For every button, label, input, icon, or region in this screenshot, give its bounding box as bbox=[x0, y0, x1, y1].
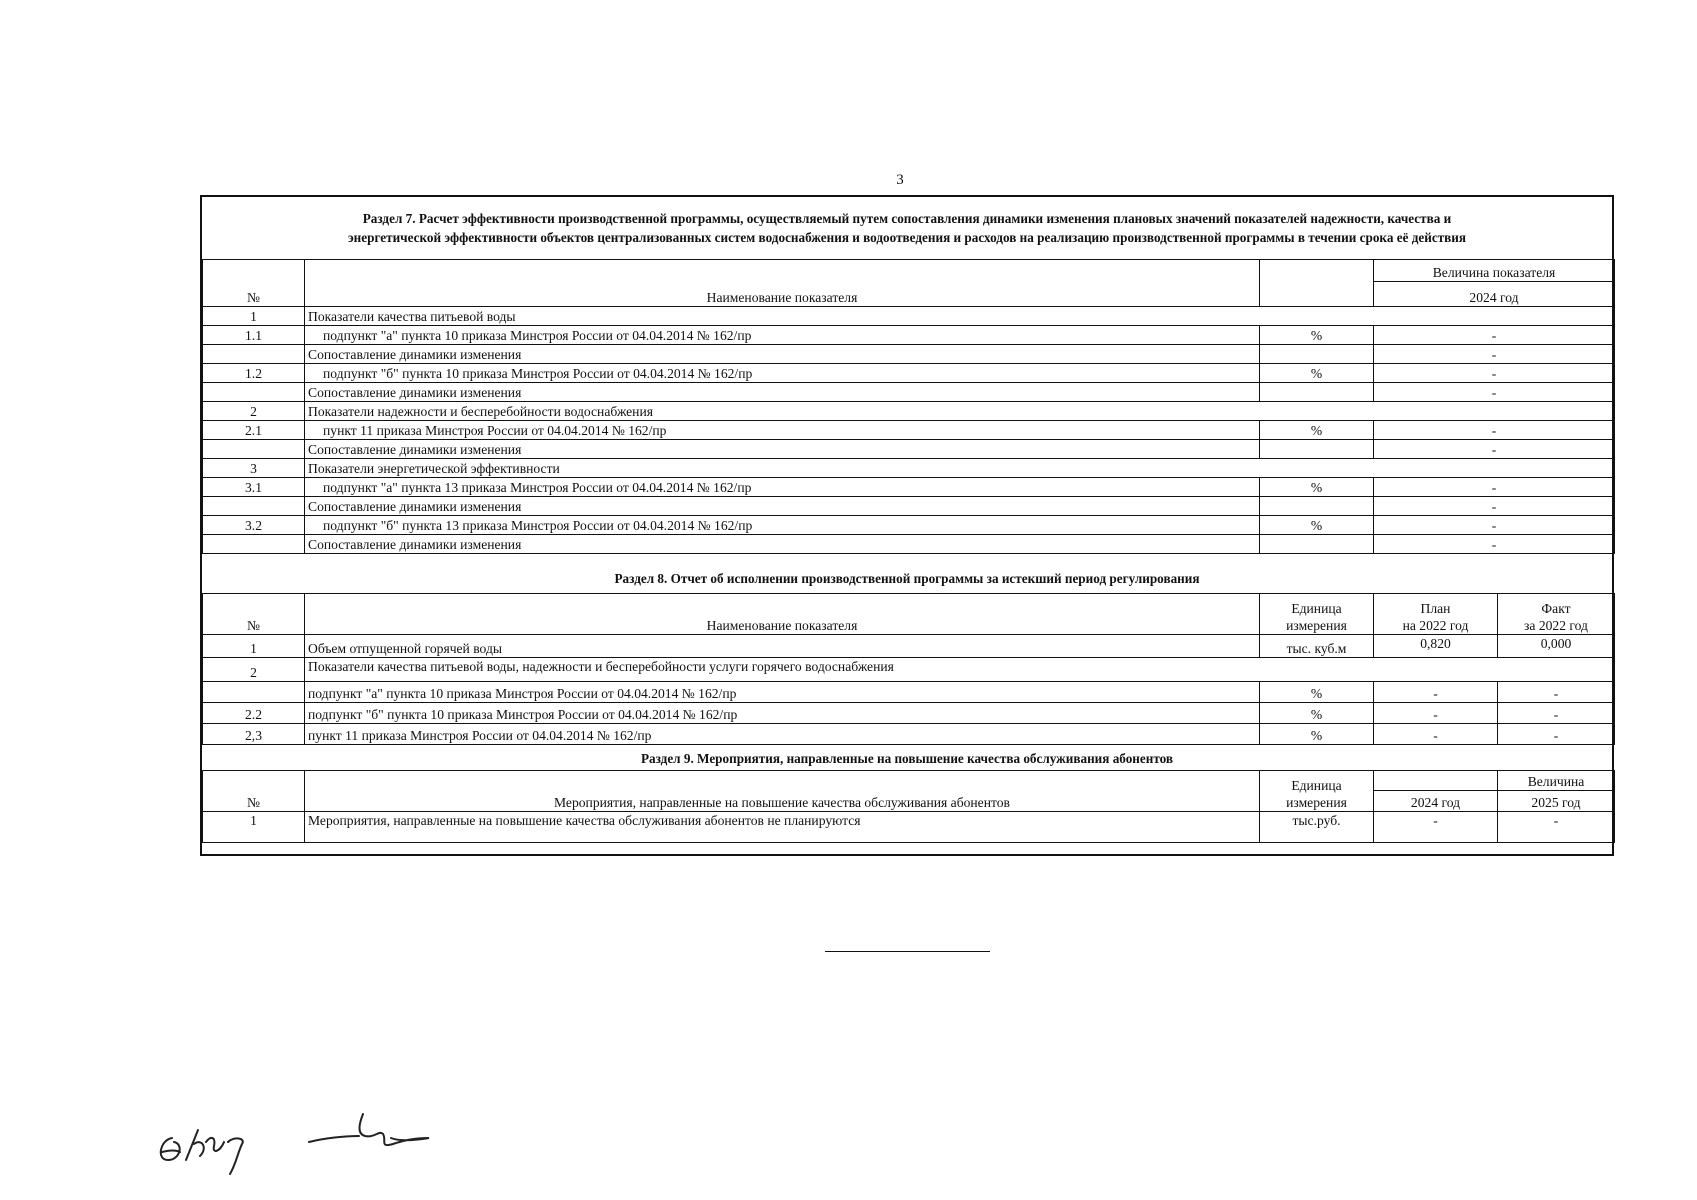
handwritten-initials-signature bbox=[150, 1108, 270, 1178]
s7-row-value: - bbox=[1374, 364, 1615, 383]
s7-row-name: подпункт "б" пункта 13 приказа Минстроя России от 04.04.2014 № 162/пр bbox=[305, 516, 1260, 535]
s9-header-num: № bbox=[203, 771, 305, 812]
s7-row-unit bbox=[1260, 440, 1374, 459]
s8-header-plan bbox=[1374, 594, 1498, 635]
s7-row-name: Показатели надежности и бесперебойности водоснабжения bbox=[305, 402, 1615, 421]
s7-row-name: Показатели энергетической эффективности bbox=[305, 459, 1615, 478]
s7-row-value: - bbox=[1374, 383, 1615, 402]
s8-header-fact-line2: за 2022 год bbox=[1524, 618, 1588, 633]
s8-row-name: Показатели качества питьевой воды, надежности и бесперебойности услуги горячего водоснабжения bbox=[305, 658, 1615, 682]
s8-header-plan-line2: на 2022 год bbox=[1402, 618, 1469, 633]
s9-header-year-2025: 2025 год bbox=[1498, 790, 1615, 811]
s7-row-name: подпункт "б" пункта 10 приказа Минстроя России от 04.04.2014 № 162/пр bbox=[305, 364, 1260, 383]
s8-row-unit: % bbox=[1260, 703, 1374, 724]
s7-row-name: пункт 11 приказа Минстроя России от 04.04.2014 № 162/пр bbox=[305, 421, 1260, 440]
s8-header-plan-line1: План bbox=[1420, 601, 1451, 616]
s7-row-value: - bbox=[1374, 497, 1615, 516]
s8-row-unit: % bbox=[1260, 682, 1374, 703]
s9-header-unit bbox=[1260, 771, 1374, 812]
s7-header-num: № bbox=[203, 260, 305, 307]
s7-row-value: - bbox=[1374, 326, 1615, 345]
s7-row-name: Сопоставление динамики изменения bbox=[305, 440, 1260, 459]
s9-row-name: Мероприятия, направленные на повышение качества обслуживания абонентов не планируются bbox=[305, 812, 1260, 843]
section7-title-line2: энергетической эффективности объектов централизованных систем водоснабжения и водоотведения и расходов на реализацию производственной программы в течении срока её действия bbox=[347, 230, 1467, 245]
closing-line bbox=[825, 951, 990, 952]
s7-row-num bbox=[203, 345, 305, 364]
s7-row-unit bbox=[1260, 535, 1374, 554]
s7-row-unit bbox=[1260, 383, 1374, 402]
handwritten-signature bbox=[305, 1108, 445, 1158]
s7-row-unit bbox=[1260, 497, 1374, 516]
s9-header-unit-line2: измерения bbox=[1286, 795, 1347, 810]
s8-row-fact: - bbox=[1498, 703, 1615, 724]
s8-header-unit bbox=[1260, 594, 1374, 635]
s7-row-num: 2 bbox=[203, 402, 305, 421]
s7-row-value: - bbox=[1374, 535, 1615, 554]
s8-row-num: 2.2 bbox=[203, 703, 305, 724]
s7-row-unit: % bbox=[1260, 478, 1374, 497]
s8-header-num: № bbox=[203, 594, 305, 635]
s7-row-unit: % bbox=[1260, 364, 1374, 383]
s7-row-name: Сопоставление динамики изменения bbox=[305, 345, 1260, 364]
s7-row-name: Сопоставление динамики изменения bbox=[305, 497, 1260, 516]
s8-header-unit-line2: измерения bbox=[1286, 618, 1347, 633]
s8-header-fact-line1: Факт bbox=[1541, 601, 1571, 616]
s7-row-num: 1.1 bbox=[203, 326, 305, 345]
s8-row-fact: - bbox=[1498, 682, 1615, 703]
s8-row-fact: 0,000 bbox=[1498, 635, 1615, 658]
page-number: 3 bbox=[896, 172, 904, 188]
s7-row-num: 1 bbox=[203, 307, 305, 326]
s7-row-name: подпункт "а" пункта 10 приказа Минстроя России от 04.04.2014 № 162/пр bbox=[305, 326, 1260, 345]
s7-header-unit bbox=[1260, 260, 1374, 307]
s9-row-num: 1 bbox=[203, 812, 305, 843]
s8-header-fact bbox=[1498, 594, 1615, 635]
s7-row-num bbox=[203, 440, 305, 459]
s7-row-num: 1.2 bbox=[203, 364, 305, 383]
s7-row-num: 3 bbox=[203, 459, 305, 478]
s8-row-fact: - bbox=[1498, 724, 1615, 745]
s7-row-value: - bbox=[1374, 421, 1615, 440]
s7-row-name: Сопоставление динамики изменения bbox=[305, 383, 1260, 402]
section9-title: Раздел 9. Мероприятия, направленные на повышение качества обслуживания абонентов bbox=[640, 751, 1174, 766]
section7-title bbox=[202, 209, 1612, 247]
s8-row-plan: - bbox=[1374, 724, 1498, 745]
s7-row-num: 2.1 bbox=[203, 421, 305, 440]
s8-header-name: Наименование показателя bbox=[305, 594, 1260, 635]
s7-row-num bbox=[203, 497, 305, 516]
s7-row-name: подпункт "а" пункта 13 приказа Минстроя России от 04.04.2014 № 162/пр bbox=[305, 478, 1260, 497]
s9-row-value-2024: - bbox=[1374, 812, 1498, 843]
s8-row-num: 1 bbox=[203, 635, 305, 658]
section7-table bbox=[202, 259, 1615, 554]
s8-row-name: подпункт "а" пункта 10 приказа Минстроя России от 04.04.2014 № 162/пр bbox=[305, 682, 1260, 703]
s8-row-num: 2,3 bbox=[203, 724, 305, 745]
s7-row-unit: % bbox=[1260, 326, 1374, 345]
s8-row-unit: тыс. куб.м bbox=[1260, 635, 1374, 658]
section9-table bbox=[202, 770, 1615, 843]
s9-header-unit-line1: Единица bbox=[1291, 778, 1342, 793]
s8-row-name: подпункт "б" пункта 10 приказа Минстроя России от 04.04.2014 № 162/пр bbox=[305, 703, 1260, 724]
section8-table bbox=[202, 593, 1615, 745]
s7-row-unit: % bbox=[1260, 516, 1374, 535]
s8-row-name: Объем отпущенной горячей воды bbox=[305, 635, 1260, 658]
s9-header-blank bbox=[1374, 771, 1498, 791]
s7-row-name: Показатели качества питьевой воды bbox=[305, 307, 1615, 326]
s7-row-num: 3.1 bbox=[203, 478, 305, 497]
s9-header-name: Мероприятия, направленные на повышение качества обслуживания абонентов bbox=[305, 771, 1260, 812]
s7-header-name: Наименование показателя bbox=[305, 260, 1260, 307]
s7-row-unit bbox=[1260, 345, 1374, 364]
s9-header-year-2024: 2024 год bbox=[1374, 790, 1498, 811]
s8-row-num: 2 bbox=[203, 658, 305, 682]
s7-header-year: 2024 год bbox=[1374, 282, 1615, 307]
s8-row-num bbox=[203, 682, 305, 703]
s9-row-unit: тыс.руб. bbox=[1260, 812, 1374, 843]
s7-row-name: Сопоставление динамики изменения bbox=[305, 535, 1260, 554]
document-frame bbox=[200, 195, 1614, 856]
s7-row-num bbox=[203, 535, 305, 554]
s8-row-plan: - bbox=[1374, 682, 1498, 703]
s8-row-unit: % bbox=[1260, 724, 1374, 745]
s7-row-num bbox=[203, 383, 305, 402]
s8-header-unit-line1: Единица bbox=[1291, 601, 1342, 616]
s7-row-value: - bbox=[1374, 440, 1615, 459]
section7-title-line1: Раздел 7. Расчет эффективности производственной программы, осуществляемый путем сопоставления динамики изменения плановых значений показателей надежности, качества и bbox=[362, 211, 1452, 226]
s7-header-value-group: Величина показателя bbox=[1374, 260, 1615, 282]
s7-row-unit: % bbox=[1260, 421, 1374, 440]
s8-row-plan: 0,820 bbox=[1374, 635, 1498, 658]
s7-row-value: - bbox=[1374, 516, 1615, 535]
s9-header-value: Величина bbox=[1498, 771, 1615, 791]
s7-row-value: - bbox=[1374, 345, 1615, 364]
s7-row-value: - bbox=[1374, 478, 1615, 497]
s8-row-name: пункт 11 приказа Минстроя России от 04.04.2014 № 162/пр bbox=[305, 724, 1260, 745]
s7-row-num: 3.2 bbox=[203, 516, 305, 535]
section8-title: Раздел 8. Отчет об исполнении производственной программы за истекший период регулирования bbox=[614, 571, 1200, 586]
s9-row-value-2025: - bbox=[1498, 812, 1615, 843]
s8-row-plan: - bbox=[1374, 703, 1498, 724]
